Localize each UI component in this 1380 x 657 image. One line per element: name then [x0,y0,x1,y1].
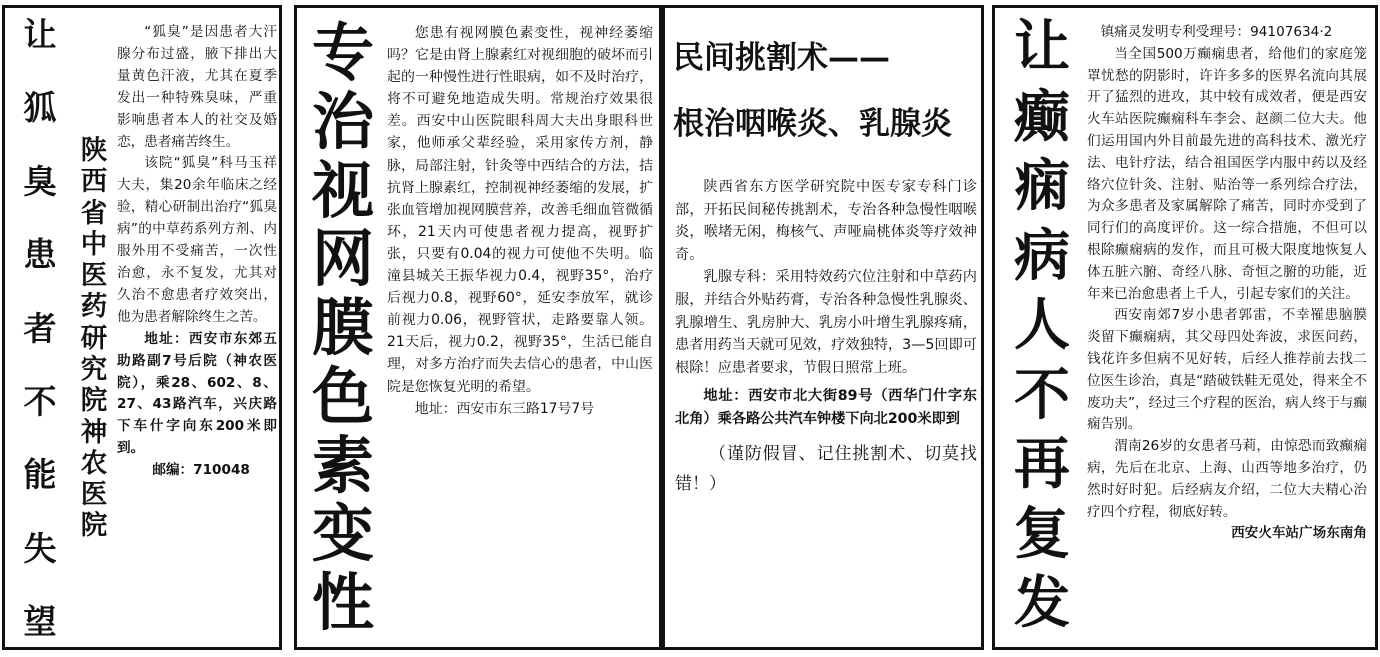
headline-char: 究 [80,353,108,385]
headline-char: 性 [311,566,374,639]
headline-char: 人 [1014,293,1070,358]
ad3-title-1: 民间挑割术—— [673,40,890,76]
headline-char: 复 [1014,501,1070,567]
headline-char: 能 [23,455,57,495]
ad4-address: 西安火车站广场东南角 [1231,525,1367,542]
headline-char: 臭 [23,161,57,201]
headline-char: 病 [1014,223,1070,289]
headline-char: 网 [311,222,374,296]
headline-char: 色 [311,359,374,433]
ad-body-odor [2,5,282,650]
headline-char: 狐 [23,88,57,128]
ad4-para-2: 西安南郊7岁小患者郭雷，不幸罹患脑膜炎留下癫痫病，其父母四处奔波，求医问药，钱花许多但病不见好转，后经人推荐前去找二位医生诊治，真是“踏破铁鞋无觅处，得来全不废功夫”，经过三个疗程的医治，病人终于与癫痫告别。 [1087,307,1367,433]
headline-char: 院 [80,385,108,417]
ad1-para-1: “狐臭”是因患者大汗腺分布过盛，腋下排出大量黄色汗液，尤其在夏季发出一种特殊臭味，严重影响患者本人的社交及婚恋，患者痛苦终生。 [117,24,277,150]
headline-char: 治 [311,84,374,158]
ad4-para-3: 渭南26岁的女患者马莉，由惊恐而致癫痫病，先后在北京、上海、山西等地多治疗，仍然时好时犯。后经病友介绍，二位大夫精心治疗四个疗程，彻底好转。 [1087,438,1367,520]
headline-char: 望 [23,602,57,641]
headline-char: 视 [311,153,374,227]
headline-char: 药 [80,291,108,323]
headline-char: 膜 [311,291,374,364]
ad4-para-1: 当全国500万癫痫患者，给他们的家庭笼罩忧愁的阴影时，许许多多的医界名流向其展开了猛烈的进攻，其中较有成效者，便是西安火车站医院癫痫科车李会、赵颜二位大夫。他们运用国内外目前最先进的高科技术、激光疗法、电针疗法，结合祖国医学内服中药以及经络穴位针灸、注射、贴治等一系列综合疗法，为众多患者及家属解除了痛苦，同时亦受到了同行们的高度评价。这一综合措施，不但可以根除癫痫病的发作，而且可极大限度地恢复人体五脏六腑、奇经八脉、奇恒之腑的功能，近年来已治愈患者上千人，引起专家们的关注。 [1087,45,1367,302]
ad1-headline [11,15,69,641]
ad2-body [387,22,653,420]
ad1-body [117,22,277,482]
headline-char: 西 [80,166,108,198]
ad4-headline [1007,15,1077,636]
headline-char: 神 [80,416,108,448]
headline-char: 癫 [1014,84,1070,150]
ad3-body [675,176,977,499]
headline-char: 医 [80,479,108,511]
headline-char: 失 [23,528,57,568]
headline-char: 研 [80,322,108,354]
headline-char: 痫 [1014,154,1070,219]
ad2-para: 您患有视网膜色素变性，视神经萎缩吗？它是由肾上腺素红对视细胞的破坏而引起的一种慢性进行性眼病，如不及时治疗，将不可避免地造成失明。常规治疗效果很差。西安中山医院眼科周大夫出身眼科世家，他师承父辈经验，采用家传方剂，静脉，局部注射，针灸等中西结合的方法，拮抗肾上腺素红，控制视神经萎缩的发展，扩张血管增加视网膜营养，改善毛细血管微循环，21天内可使患者视力提高，视野扩张，只要有0.04的视力可使他不失明。临潼县城关王振华视力0.4，视野35°，治疗后视力0.8，视野60°，延安李放军，就诊前视力0.06，视野管状，走路要靠人领。21天后，视力0.2，视野35°，生活已能自理，对多方治疗而失去信心的患者，中山医院是您恢复光明的希望。 [387,25,653,395]
ad-retinitis [294,5,662,650]
ad3-para-2: 乳腺专科：采用特效药穴位注射和中草药内服，并结合外贴药膏，专治各种急慢性乳腺炎、乳腺增生、乳房肿大、乳房小叶增生乳腺疼痛，患者用药当天就可见效，疗效独特，3—5回即可根除！应患者要求，节假日照常上班。 [675,269,977,376]
headline-char: 患 [23,235,57,275]
ad1-postcode: 邮编：710048 [152,462,250,479]
ad3-title-2: 根治咽喉炎、乳腺炎 [673,106,952,142]
ad2-address: 地址：西安市东三路17号7号 [414,400,595,417]
ad4-body [1087,22,1367,545]
headline-char: 陕 [80,135,108,166]
headline-char: 专 [311,16,374,89]
headline-char: 农 [80,447,108,479]
headline-char: 让 [1014,15,1070,80]
ad3-address: 地址：西安市北大街89号（西华门什字东北角）乘各路公共汽车钟楼下向北200米即到 [675,388,977,427]
ad1-hospital-name [77,135,111,542]
ad3-para-1: 陕西省东方医学研究院中医专家专科门诊部，开拓民间秘传挑割术，专治各种急慢性咽喉炎，喉堵无闲，梅核气、声哑扁桃体炎等疗效神奇。 [675,179,977,263]
headline-char: 素 [311,428,374,502]
ad-epilepsy [992,5,1378,650]
headline-char: 院 [80,510,108,542]
ad-folk-surgery [662,5,984,650]
ad1-para-2: 该院“狐臭”科马玉祥大夫，集20余年临床之经验，精心研制出治疗“狐臭病”的中草药系列方剂、内服外用不受痛苦，一次性治愈，永不复发，尤其对久治不愈患者疗效突出，他为患者解除终生之苦。 [117,155,277,325]
headline-char: 中 [80,228,108,260]
headline-char: 发 [1014,571,1070,636]
headline-char: 不 [23,381,57,421]
headline-char: 不 [1014,362,1070,428]
ad1-address: 地址：西安市东郊五助路副7号后院（神农医院），乘28、602、8、27、43路汽车，兴庆路下车什字向东200米即到。 [117,330,277,457]
ad2-headline [307,16,379,639]
ad4-patent: 镇痛灵发明专利受理号：94107634·2 [1100,24,1333,40]
headline-char: 再 [1014,432,1070,497]
ad3-warning: （谨防假冒、记住挑割术、切莫找错！） [675,443,977,494]
headline-char: 者 [23,308,57,348]
headline-char: 让 [23,15,57,54]
headline-char: 变 [311,497,374,571]
headline-char: 医 [80,260,108,292]
headline-char: 省 [80,197,108,229]
